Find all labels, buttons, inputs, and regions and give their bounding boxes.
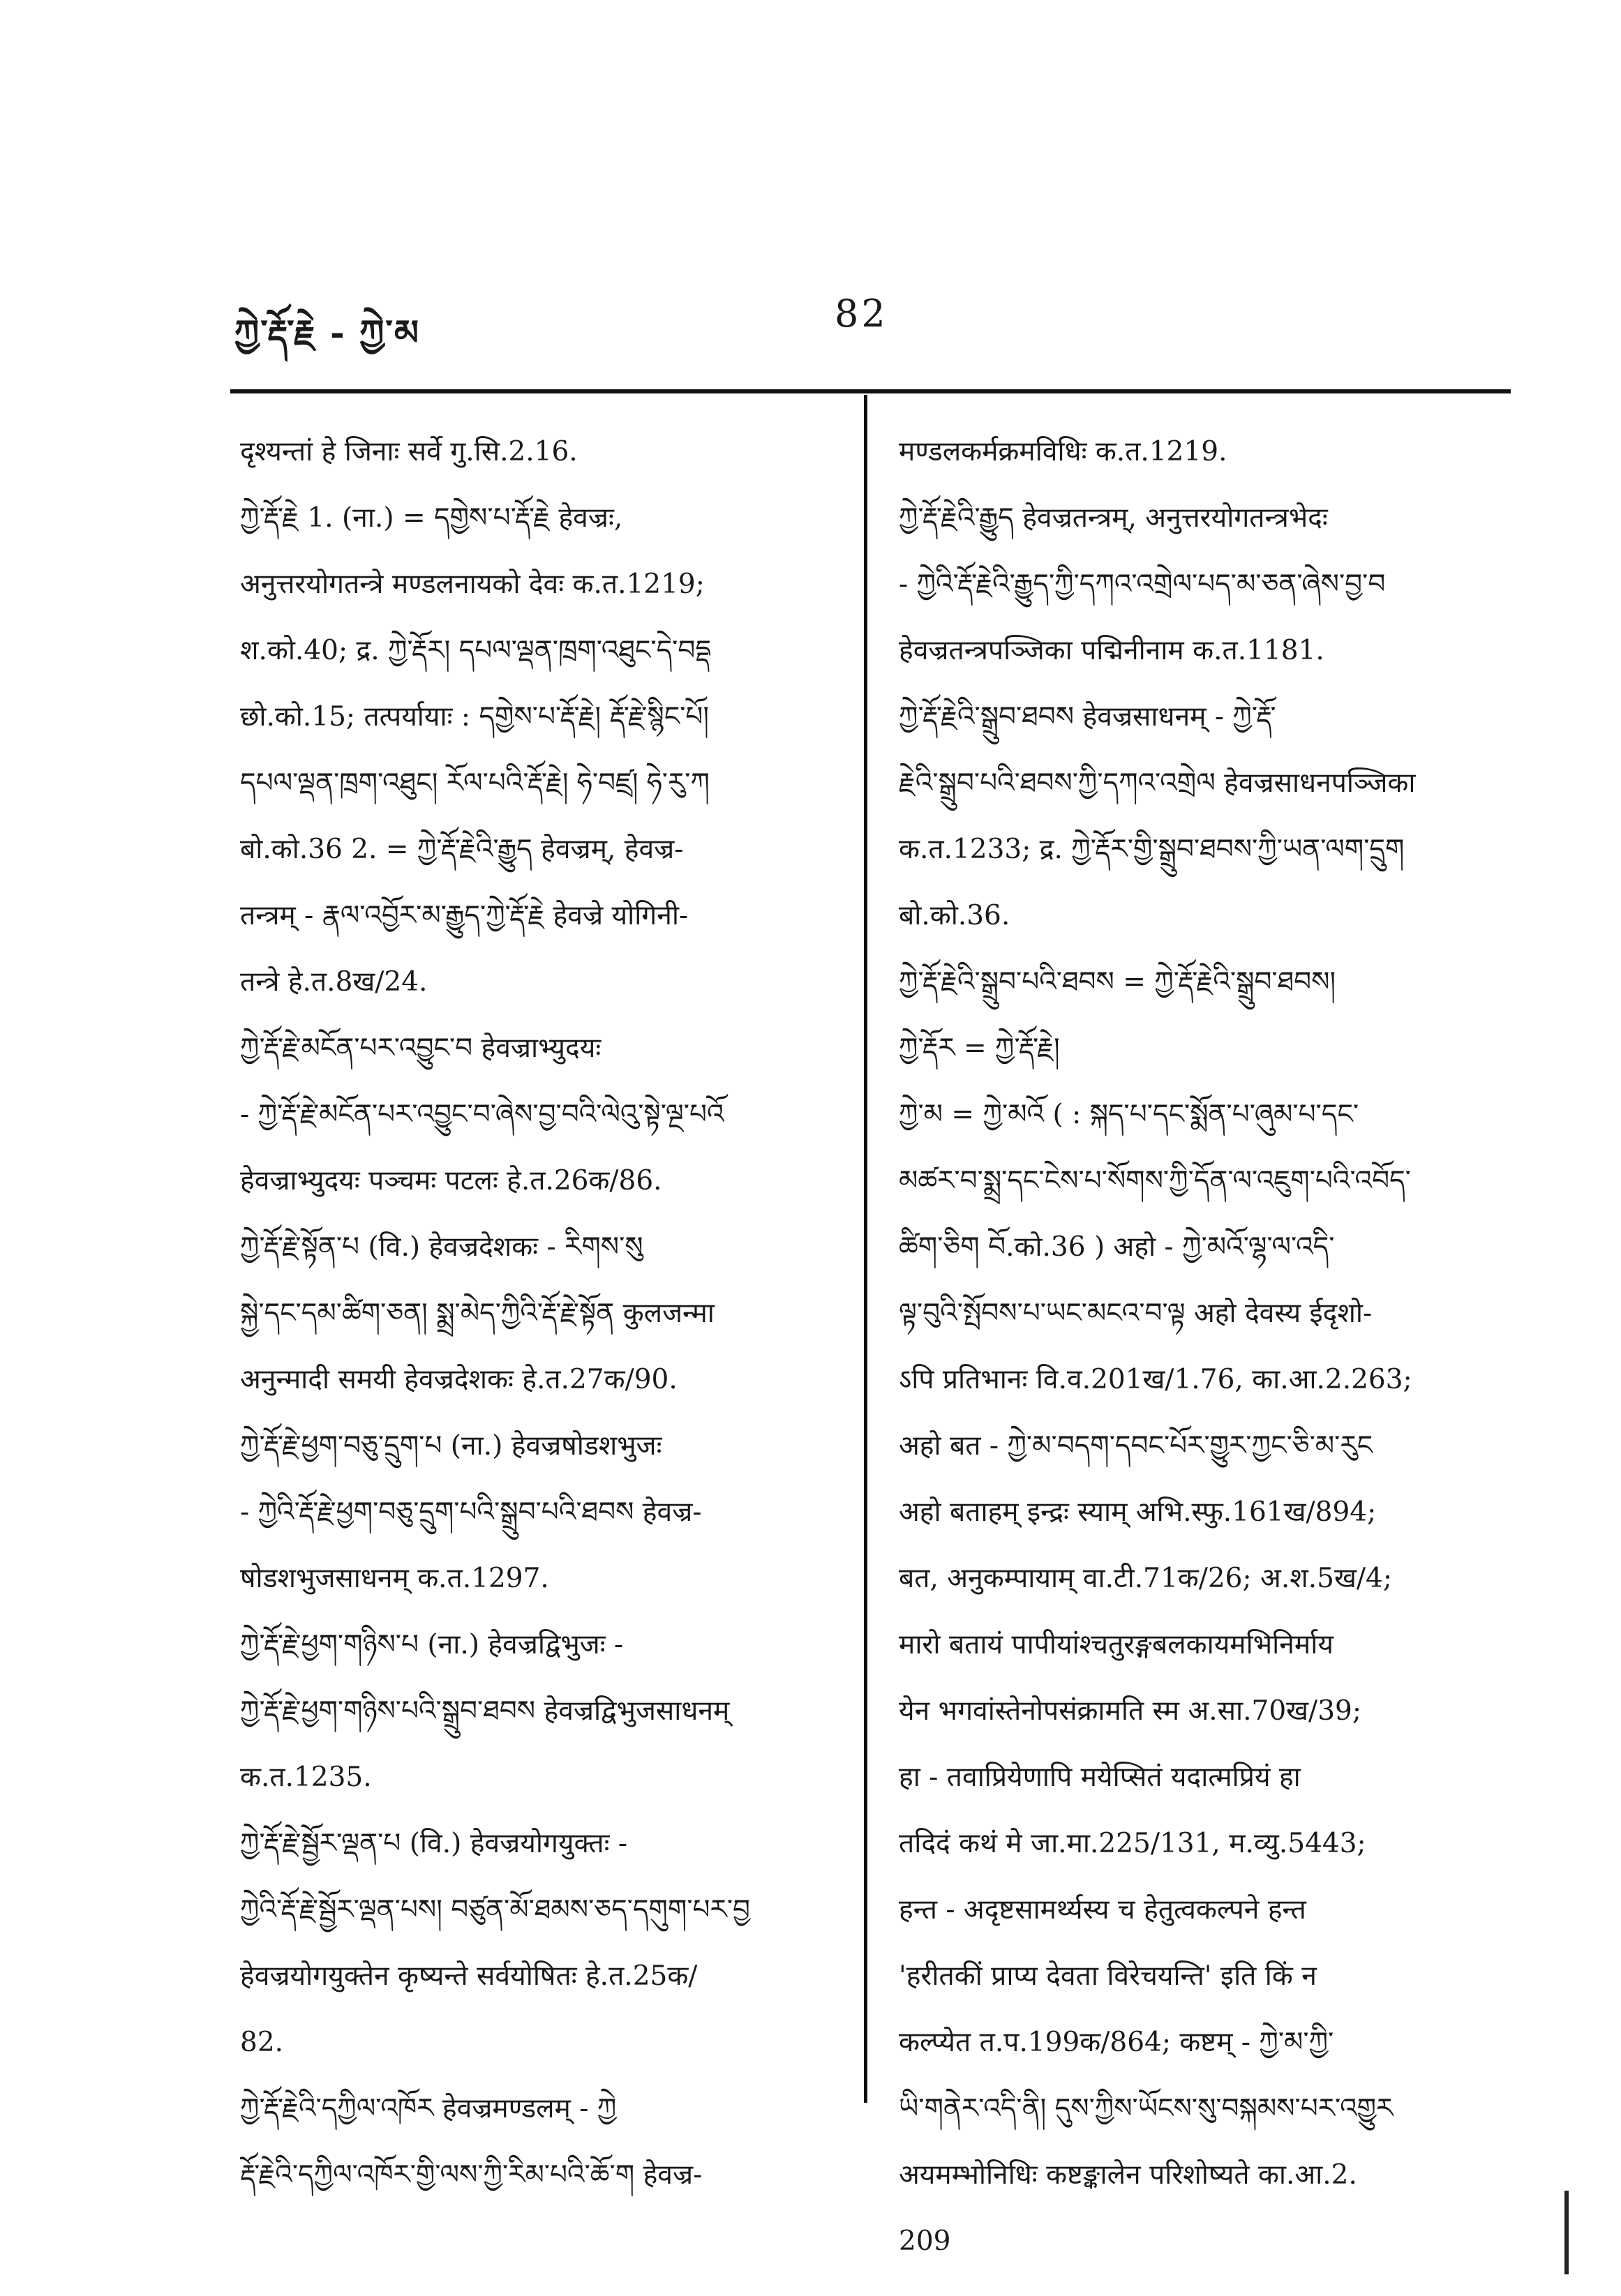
text-line: ཀྱེ་རྡོ་རྗེ་ཕྱག་གཉིས་པ (ना.) हेवज्रद्विभुजः - (240, 1629, 624, 1660)
text-line: ཀྱེ་རྡོ་རྗེ་ཕྱག་གཉིས་པའི་སྒྲུབ་ཐབས हेवज्रद्विभुजसाधनम् (240, 1695, 730, 1727)
page-number: 82 (835, 292, 888, 336)
text-line: अयमम्भोनिधिः कष्टङ्कालेन परिशोष्यते का.आ.2. (899, 2159, 1357, 2191)
text-line: 209 (899, 2226, 951, 2257)
text-line: बत, अनुकम्पायाम् वा.टी.71क/26; अ.श.5ख/4; (899, 1563, 1392, 1594)
text-line: 82. (240, 2027, 284, 2058)
text-line: क.त.1235. (240, 1762, 372, 1793)
text-line: ཚིག་ཅིག བོ.को.36 ) अहो - ཀྱེ་མའོ་ལྷ་ལ་འདི་ (899, 1231, 1335, 1263)
text-line: हेवज्राभ्युदयः पञ्चमः पटलः हे.त.26क/86. (240, 1165, 662, 1196)
text-line: ཀྱེའི་རྡོ་རྗེ་སྦྱོར་ལྡན་པས། བཙུན་མོ་ཐམས་ཅད་དགུག་པར་བྱ (240, 1894, 751, 1926)
text-line: कल्प्येत त.प.199क/864; कष्टम् - ཀྱེ་མ་ཀྱི་ (899, 2027, 1334, 2058)
text-line: ཀྱེ་རྡོ་རྗེའི་རྒྱུད हेवज्रतन्त्रम्, अनुत्तरयोगतन्त्रभेदः (899, 502, 1328, 534)
scan-margin-mark (1564, 2191, 1569, 2274)
text-line: हेवज्रयोगयुक्तेन कृष्यन्ते सर्वयोषितः हे.त.25क/ (240, 1960, 698, 1992)
text-line: - ཀྱེ་རྡོ་རྗེ་མངོན་པར་འབྱུང་བ་ཞེས་བྱ་བའི་ལེའུ་སྟེ་ལྔ་པའོ (240, 1099, 724, 1130)
text-line: ཀྱེ་རྡོ་རྗེའི་དཀྱིལ་འཁོར हेवज्रमण्डलम् - ཀྱེ (240, 2093, 617, 2124)
text-line: ཀྱེ་མ = ཀྱེ་མའོ ( : སྐད་པ་དང་སྨོན་པ་ཞུམ་པ་དང་ (899, 1099, 1359, 1130)
right-column (899, 419, 1499, 2274)
text-line: तदिदं कथं मे जा.मा.225/131, म.व्यु.5443; (899, 1828, 1366, 1859)
text-line: ཀྱེ་རྡོ་རྗེའི་སྒྲུབ་པའི་ཐབས = ཀྱེ་རྡོ་རྗེའི་སྒྲུབ་ཐབས། (899, 966, 1336, 998)
text-line: अनुत्तरयोगतन्त्रे मण्डलनायको देवः क.त.1219; (240, 569, 705, 600)
text-line: ཀྱེ་རྡོ་རྗེ་སྦྱོར་ལྡན་པ (वि.) हेवज्रयोगयुक्तः - (240, 1828, 628, 1859)
text-line: རྗེའི་སྒྲུབ་པའི་ཐབས་ཀྱི་དཀའ་འགྲེལ हेवज्रसाधनपञ्जिका (899, 767, 1416, 799)
text-line: अनुन्मादी समयी हेवज्रदेशकः हे.त.27क/90. (240, 1364, 678, 1395)
header-rule (230, 389, 1511, 393)
text-line: ལྟ་བུའི་སྤོབས་པ་ཡང་མངའ་བ་ལྟ अहो देवस्य ईदृशो- (899, 1298, 1373, 1329)
text-line: ཀྱེ་རྡོ་རྗེ 1. (ना.) = དགྱེས་པ་རྡོ་རྗེ हेवज्रः, (240, 502, 623, 534)
text-line: बो.को.36. (899, 900, 1010, 931)
header-guide-words: ཀྱེ་རྡོ་རྗེ - ཀྱེ་མ (234, 312, 421, 353)
text-line: ཀྱེ་རྡོ་རྗེ་མངོན་པར་འབྱུང་བ हेवज्राभ्युदयः (240, 1033, 602, 1064)
text-line: དཔལ་ལྡན་ཁྲག་འཐུང། རོལ་པའི་རྡོ་རྗེ། ཧེ་བཛྲ། ཧེ་རུ་ཀ (240, 767, 710, 799)
text-line: ऽपि प्रतिभानः वि.व.201ख/1.76, का.आ.2.263; (899, 1364, 1412, 1395)
column-divider (864, 395, 867, 2103)
text-line: तन्त्रे हे.त.8ख/24. (240, 966, 428, 998)
text-line: तन्त्रम् - རྣལ་འབྱོར་མ་རྒྱུད་ཀྱེ་རྡོ་རྗེ हेवज्रे योगिनी- (240, 900, 689, 931)
text-line: छो.को.15; तत्पर्यायाः : དགྱེས་པ་རྡོ་རྗེ། རྡོ་རྗེ་སྙིང་པོ། (240, 701, 710, 733)
text-line: हा - तवाप्रियेणापि मयेप्सितं यदात्मप्रियं हा (899, 1762, 1301, 1793)
text-line: 'हरीतकीं प्राप्य देवता विरेचयन्ति' इति किं न (899, 1960, 1317, 1992)
text-line: षोडशभुजसाधनम् क.त.1297. (240, 1563, 549, 1594)
text-line: श.को.40; द्र. ཀྱེ་རྡོར། དཔལ་ལྡན་ཁྲག་འཐུང་དེ་བདྡ (240, 635, 711, 666)
text-line: སྐྱེ་དང་དམ་ཚིག་ཅན། སྨྲ་མེད་ཀྱིའི་རྡོ་རྗེ་སྟོན कुलजन्मा (240, 1298, 715, 1329)
text-line: मण्डलकर्मक्रमविधिः क.त.1219. (899, 436, 1227, 467)
running-header (234, 287, 1507, 353)
text-line: ཀྱེ་རྡོ་རྗེ་ཕྱག་བཅུ་དྲུག་པ (ना.) हेवज्रषोडशभुजः (240, 1430, 662, 1462)
text-line: हेवज्रतन्त्रपञ्जिका पद्मिनीनाम क.त.1181. (899, 635, 1324, 666)
text-line: येन भगवांस्तेनोपसंक्रामति स्म अ.सा.70ख/39; (899, 1695, 1361, 1727)
text-line: ཀྱེ་རྡོར = ཀྱེ་རྡོ་རྗེ། (899, 1033, 1060, 1064)
text-line: क.त.1233; द्र. ཀྱེ་རྡོར་གྱི་སྒྲུབ་ཐབས་ཀྱི་ཡན་ལག་དྲུག (899, 834, 1405, 865)
text-line: - ཀྱེའི་རྡོ་རྗེའི་རྒྱུད་ཀྱི་དཀའ་འགྲེལ་པད་མ་ཅན་ཞེས་བྱ་བ (899, 569, 1386, 600)
text-line: རྡོ་རྗེའི་དཀྱིལ་འཁོར་གྱི་ལས་ཀྱི་རིམ་པའི་ཆོ་ག हेवज्र- (240, 2159, 703, 2191)
text-line: अहो बत - ཀྱེ་མ་བདག་དབང་པོར་གྱུར་ཀྱང་ཅི་མ་རུང (899, 1430, 1373, 1462)
text-line: ཀྱེ་རྡོ་རྗེའི་སྒྲུབ་ཐབས हेवज्रसाधनम् - ཀྱེ་རྡོ་ (899, 701, 1276, 733)
text-line: अहो बताहम् इन्द्रः स्याम् अभि.स्फु.161ख/894; (899, 1496, 1377, 1528)
text-line: दृश्यन्तां हे जिनाः सर्वे गु.सि.2.16. (240, 436, 578, 467)
left-column (240, 419, 840, 2208)
text-line: མཚར་བ་སྨྲ་དང་ངེས་པ་སོགས་ཀྱི་དོན་ལ་འཇུག་པའི་འབོད་ (899, 1165, 1411, 1196)
text-line: बो.को.36 2. = ཀྱེ་རྡོ་རྗེའི་རྒྱུད हेवज्रम्, हेवज्र- (240, 834, 684, 865)
text-line: मारो बतायं पापीयांश्चतुरङ्गबलकायमभिनिर्माय (899, 1629, 1334, 1660)
text-line: ཀྱེ་རྡོ་རྗེ་སྟོན་པ (वि.) हेवज्रदेशकः - རིགས་སུ (240, 1231, 643, 1263)
text-line: - ཀྱེའི་རྡོ་རྗེ་ཕྱག་བཅུ་དྲུག་པའི་སྒྲུབ་པའི་ཐབས हेवज्र- (240, 1496, 702, 1528)
text-line: ཡི་གནེར་འདི་ནི། དུས་ཀྱིས་ཡོངས་སུ་བསྐམས་པར་འགྱུར (899, 2093, 1394, 2124)
text-line: हन्त - अदृष्टसामर्थ्यस्य च हेतुत्वकल्पने हन्त (899, 1894, 1306, 1926)
